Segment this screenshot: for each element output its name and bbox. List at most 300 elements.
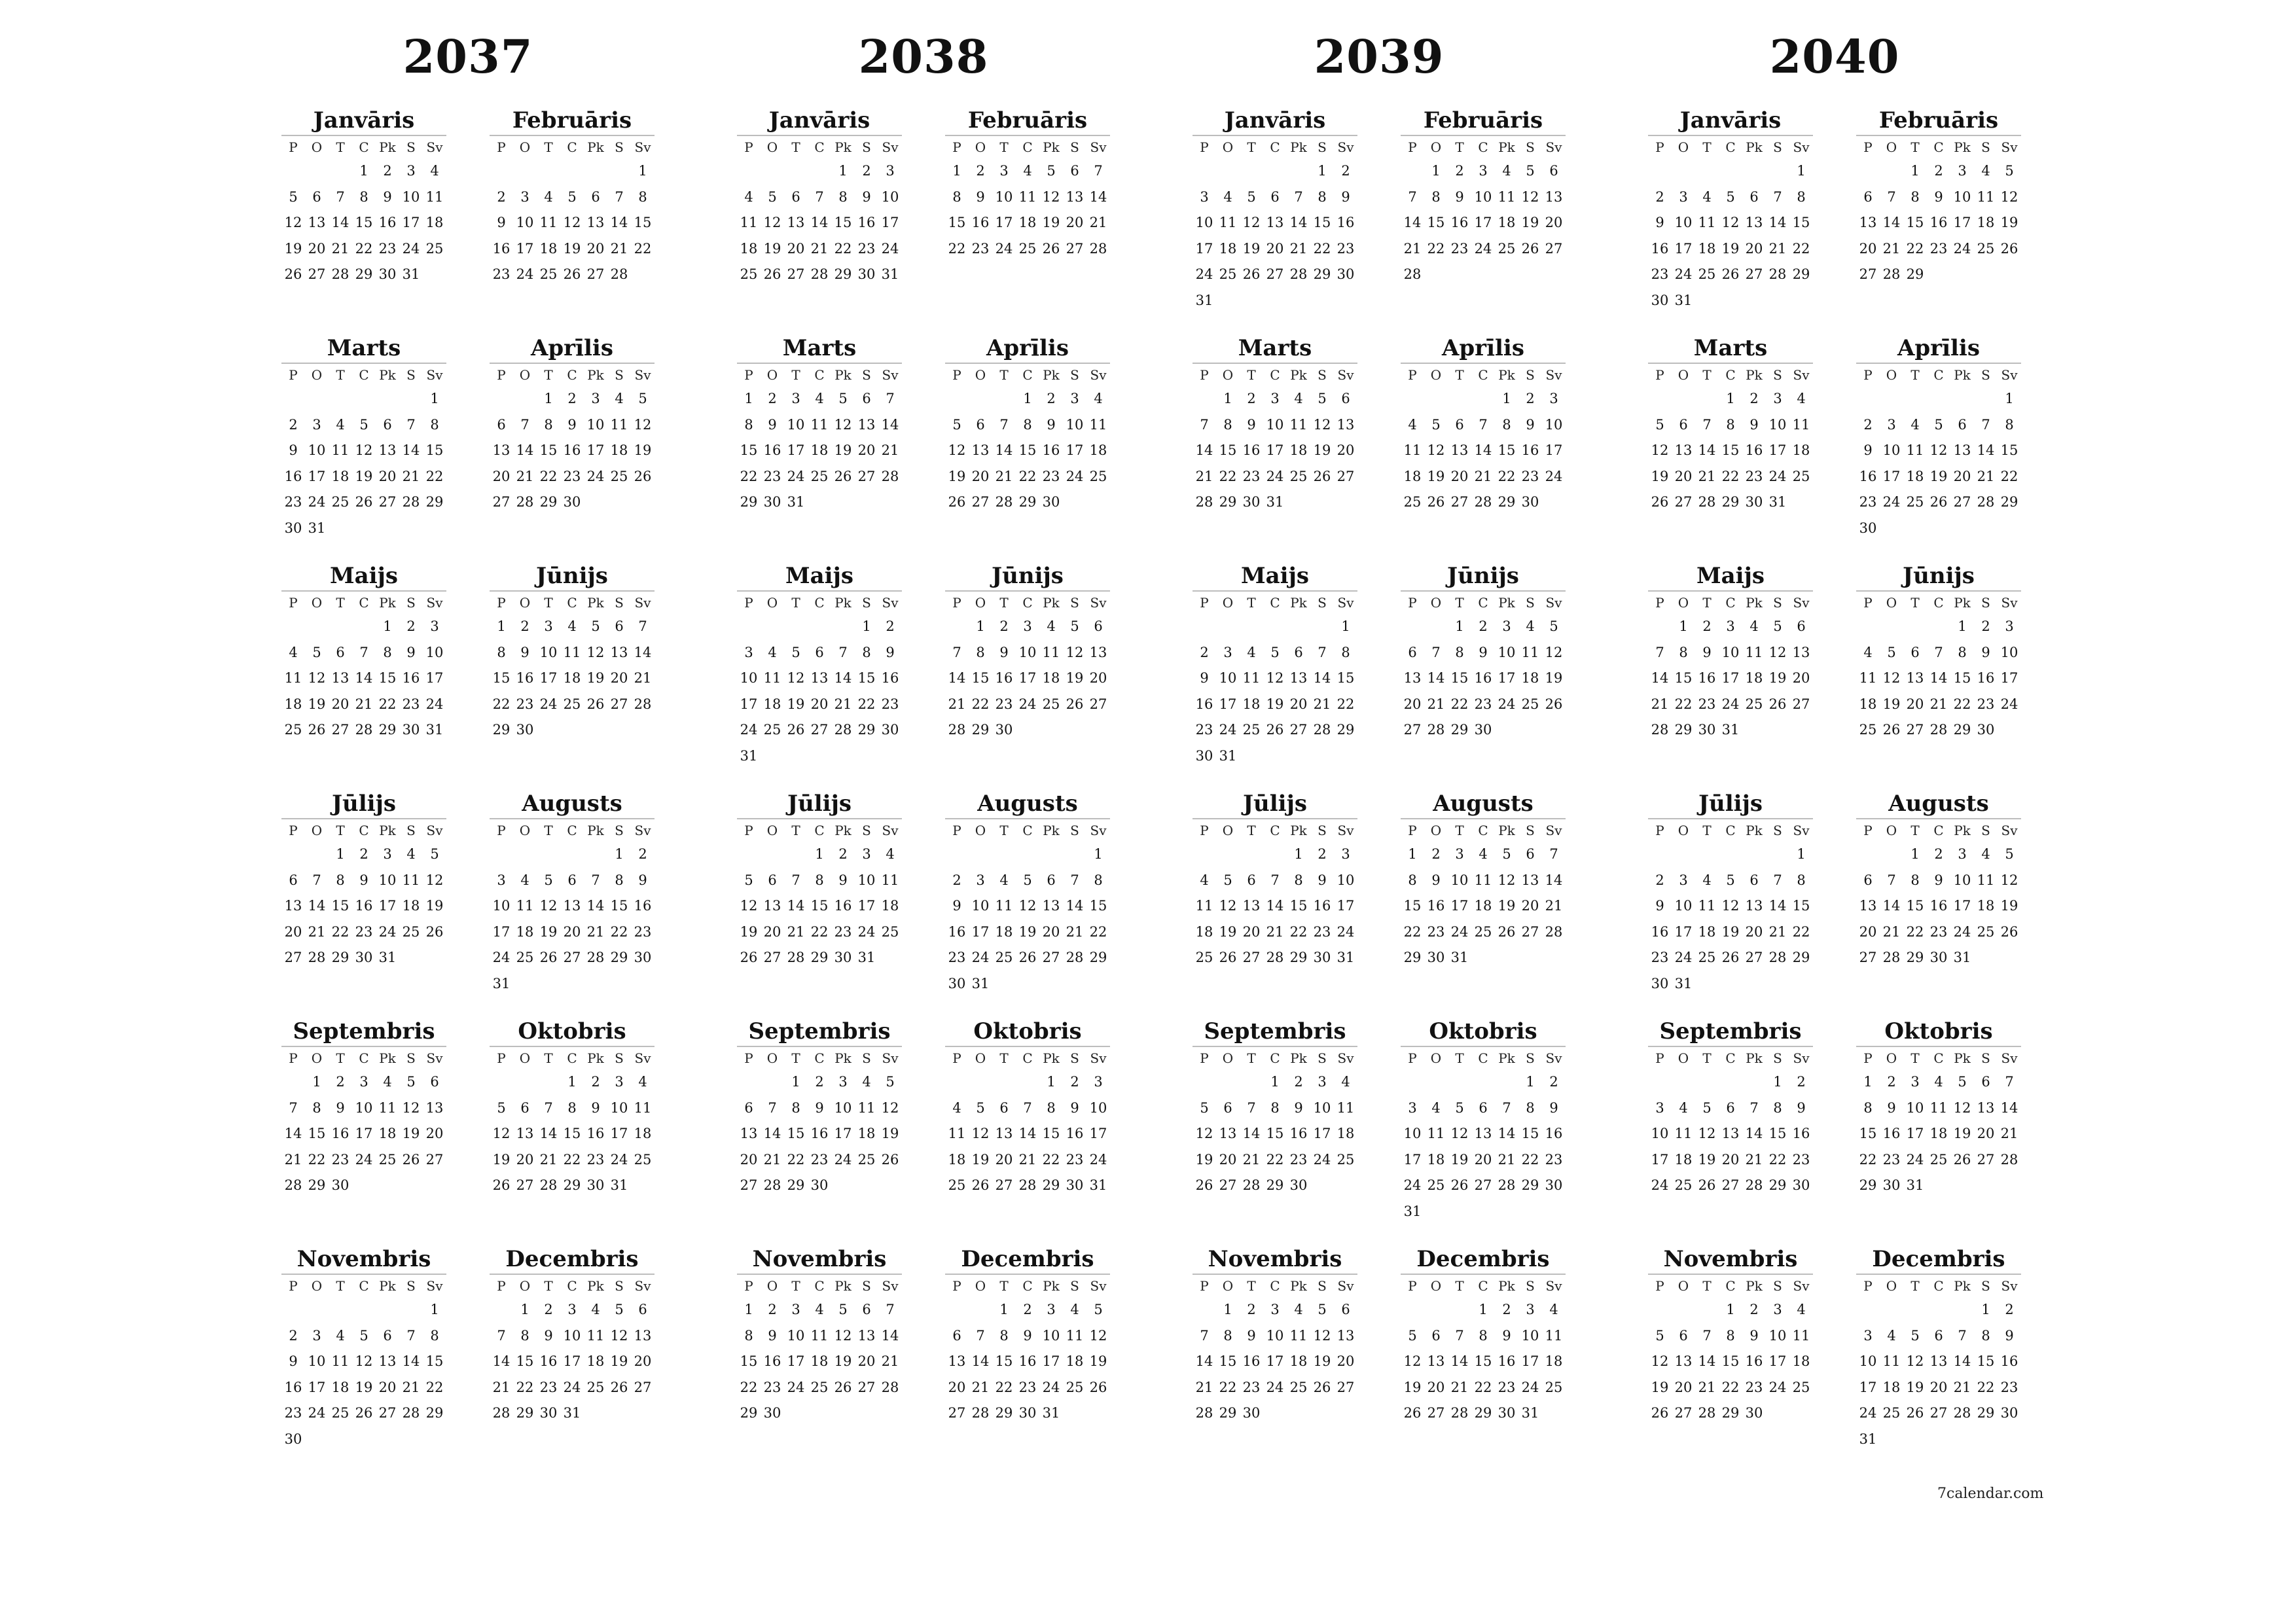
year-block [281, 27, 655, 1474]
day-cell: 13 [331, 670, 350, 686]
day-cell: 3 [1655, 1099, 1664, 1116]
day-cell: 18 [810, 442, 829, 458]
day-cell: 9 [1200, 670, 1209, 686]
day-cell: 1 [383, 618, 392, 634]
week-row [1193, 919, 1357, 946]
day-cell [1880, 614, 1903, 640]
day-cell: 20 [1474, 1151, 1492, 1168]
day-cell: 27 [1721, 1177, 1740, 1193]
day-cell: 26 [1427, 494, 1445, 510]
weekday-label: C [359, 823, 369, 838]
day-cell: 29 [539, 494, 558, 510]
day-cell: 16 [1427, 898, 1445, 914]
day-cell: 17 [308, 468, 326, 484]
day-cell: 31 [425, 722, 444, 738]
day-cell: 16 [948, 923, 966, 940]
month-name: Marts [1693, 335, 1768, 361]
weekday-label: S [1070, 367, 1079, 383]
day-cell: 27 [857, 468, 876, 484]
weekday-label: O [766, 595, 778, 611]
day-cell: 20 [1266, 240, 1284, 257]
day-cell [1086, 490, 1110, 516]
weekday-label: P [497, 1278, 506, 1294]
day-cell: 20 [1089, 670, 1107, 686]
day-cell [1424, 1069, 1448, 1096]
day-cell: 1 [999, 1302, 1009, 1317]
day-cell [1998, 516, 2021, 542]
day-cell: 18 [1042, 670, 1060, 686]
weekday-label: S [1526, 367, 1535, 383]
day-cell: 26 [610, 1379, 628, 1395]
day-cell: 11 [539, 215, 558, 230]
day-cell: 4 [336, 416, 345, 433]
day-cell: 7 [406, 416, 416, 433]
month-name: Decembris [961, 1246, 1094, 1272]
weekday-label: C [814, 139, 825, 155]
day-cell: 16 [1929, 898, 1948, 914]
day-cell [1903, 516, 1927, 542]
day-cell: 10 [1859, 1353, 1877, 1369]
day-cell [1334, 743, 1357, 770]
month-name: Augusts [1433, 791, 1534, 817]
day-cell: 10 [308, 442, 326, 458]
weekday-header [1648, 363, 1813, 386]
day-cell: 17 [857, 898, 876, 914]
day-cell: 2 [1247, 1302, 1256, 1317]
day-cell [329, 1427, 352, 1453]
day-cell [584, 1400, 607, 1427]
day-cell: 10 [1906, 1099, 1924, 1116]
week-row [490, 386, 655, 412]
day-cell: 16 [1929, 215, 1948, 230]
day-cell: 15 [1266, 1126, 1284, 1141]
day-cell: 14 [1242, 1126, 1261, 1141]
day-cell: 11 [1545, 1327, 1563, 1344]
day-cell: 17 [881, 215, 899, 230]
week-row [1193, 893, 1357, 919]
day-cell: 23 [2000, 1379, 2018, 1395]
weekday-header [1401, 135, 1566, 158]
day-cell: 2 [1200, 644, 1209, 660]
weekday-label: O [766, 367, 778, 383]
day-cell: 13 [1906, 670, 1924, 686]
day-cell: 20 [810, 696, 829, 712]
day-cell: 16 [1859, 468, 1877, 484]
day-cell: 15 [610, 898, 628, 914]
day-cell: 29 [1089, 950, 1107, 965]
month-block [1401, 563, 1566, 791]
day-cell: 19 [948, 468, 966, 484]
weekday-label: Pk [587, 139, 604, 155]
weekday-header [945, 818, 1110, 842]
year-block [737, 27, 1110, 1474]
week-row [945, 640, 1110, 666]
month-block [1856, 1246, 2021, 1474]
day-cell: 28 [516, 494, 534, 510]
day-cell: 19 [1882, 696, 1901, 712]
weekday-label: S [1773, 823, 1782, 838]
day-cell [1310, 490, 1334, 516]
weekday-label: S [1773, 139, 1782, 155]
weekday-label: P [289, 139, 298, 155]
day-cell: 4 [544, 188, 553, 205]
weekday-label: S [862, 595, 871, 611]
week-row [1193, 236, 1357, 262]
day-cell: 27 [492, 494, 511, 510]
day-cell: 24 [1674, 266, 1693, 282]
day-cell: 3 [1679, 188, 1688, 205]
day-cell: 29 [1792, 266, 1810, 282]
day-cell: 9 [886, 644, 895, 660]
day-cell: 3 [1094, 1074, 1103, 1090]
weekday-label: O [1677, 139, 1689, 155]
week-row [1193, 1069, 1357, 1096]
weekday-header [281, 590, 446, 614]
day-cell: 11 [284, 670, 302, 686]
day-cell: 5 [615, 1302, 624, 1317]
day-cell: 2 [1934, 163, 1943, 179]
month-name: Decembris [1416, 1246, 1550, 1272]
day-cell: 22 [2000, 468, 2018, 484]
day-cell: 6 [1341, 1302, 1350, 1317]
day-cell: 3 [1526, 1302, 1535, 1317]
day-cell: 17 [1403, 1151, 1422, 1168]
week-row [1648, 185, 1813, 211]
weekday-label: C [814, 1278, 825, 1294]
month-block [945, 335, 1110, 563]
day-cell: 21 [308, 923, 326, 940]
day-cell [607, 971, 631, 997]
week-row [1401, 640, 1566, 666]
day-cell [305, 614, 329, 640]
week-row [737, 158, 902, 185]
day-cell: 24 [1768, 468, 1787, 484]
day-cell [1334, 1173, 1357, 1199]
day-cell: 26 [948, 494, 966, 510]
day-cell [329, 614, 352, 640]
day-cell: 12 [1498, 872, 1516, 888]
week-row [1401, 1147, 1566, 1173]
year-title: 2037 [403, 29, 533, 84]
month-block [281, 791, 446, 1018]
weekday-label: C [567, 1278, 577, 1294]
day-cell: 8 [744, 1327, 753, 1344]
day-cell: 19 [1066, 670, 1084, 686]
week-row [945, 438, 1110, 464]
day-cell: 1 [791, 1074, 800, 1090]
day-cell [1672, 1297, 1695, 1323]
day-cell: 3 [1270, 1302, 1280, 1317]
weekday-label: C [567, 139, 577, 155]
day-cell: 8 [862, 644, 871, 660]
week-row [1648, 490, 1813, 516]
day-cell: 22 [1859, 1151, 1877, 1168]
day-cell: 27 [1674, 1405, 1693, 1421]
day-cell: 7 [952, 644, 961, 660]
day-cell: 27 [1906, 722, 1924, 738]
day-cell [1974, 945, 1998, 971]
day-cell: 6 [1223, 1099, 1232, 1116]
day-cell: 27 [787, 266, 805, 282]
day-cell: 14 [881, 416, 899, 433]
day-cell: 7 [886, 391, 895, 406]
day-cell: 12 [1089, 1327, 1107, 1344]
day-cell: 9 [976, 188, 985, 205]
day-cell [1950, 1427, 1974, 1453]
day-cell: 13 [1792, 644, 1810, 660]
day-cell: 25 [740, 266, 758, 282]
day-cell: 8 [999, 1327, 1009, 1344]
day-cell: 14 [995, 442, 1013, 458]
week-row [1856, 262, 2021, 288]
day-cell [945, 614, 969, 640]
day-cell [1063, 842, 1086, 868]
day-cell [1974, 516, 1998, 542]
day-cell: 21 [787, 923, 805, 940]
day-cell [490, 386, 513, 412]
day-cell: 27 [1266, 266, 1284, 282]
day-cell: 19 [1521, 215, 1539, 230]
day-cell: 14 [948, 670, 966, 686]
day-cell: 27 [763, 950, 781, 965]
weekday-label: S [1526, 1278, 1535, 1294]
week-row [1193, 614, 1357, 640]
day-cell: 25 [1792, 1379, 1810, 1395]
week-row [490, 1147, 655, 1173]
week-row [737, 1375, 902, 1401]
day-cell: 21 [948, 696, 966, 712]
day-cell: 28 [1195, 494, 1213, 510]
day-cell: 30 [1651, 292, 1669, 308]
day-cell: 5 [1887, 644, 1896, 660]
day-cell: 24 [1266, 1379, 1284, 1395]
weekday-label: T [336, 1050, 345, 1066]
day-cell: 14 [1313, 670, 1331, 686]
weekday-label: S [615, 1278, 624, 1294]
day-cell: 5 [1910, 1327, 1920, 1344]
day-cell: 25 [1792, 468, 1810, 484]
day-cell: 29 [1219, 1405, 1237, 1421]
day-cell: 8 [952, 188, 961, 205]
day-cell: 28 [634, 696, 652, 712]
week-row [1401, 1323, 1566, 1349]
week-row [1648, 288, 1813, 314]
day-cell: 1 [497, 618, 506, 634]
weekday-label: Sv [882, 1050, 899, 1066]
week-row [1401, 236, 1566, 262]
day-cell [399, 1427, 423, 1453]
day-cell: 8 [544, 416, 553, 433]
day-cell: 7 [791, 872, 800, 888]
day-cell: 17 [1042, 1353, 1060, 1369]
weekday-label: Sv [634, 1050, 651, 1066]
day-cell: 13 [1219, 1126, 1237, 1141]
week-row [490, 1400, 655, 1427]
day-cell: 15 [1792, 898, 1810, 914]
day-cell: 28 [1474, 494, 1492, 510]
day-cell: 12 [834, 416, 852, 433]
day-cell: 26 [355, 1405, 373, 1421]
day-cell [607, 158, 631, 185]
day-cell: 14 [1195, 442, 1213, 458]
day-cell: 28 [355, 722, 373, 738]
day-cell: 13 [586, 215, 605, 230]
day-cell: 24 [308, 1405, 326, 1421]
month-block [945, 791, 1110, 1018]
day-cell [1766, 288, 1789, 314]
weekday-label: T [1702, 823, 1712, 838]
day-cell: 4 [815, 1302, 824, 1317]
day-cell: 17 [586, 442, 605, 458]
day-cell: 22 [492, 696, 511, 712]
week-row [1856, 893, 2021, 919]
weekday-header [1401, 363, 1566, 386]
week-row [1401, 919, 1566, 946]
day-cell: 15 [1906, 215, 1924, 230]
day-cell: 16 [1651, 923, 1669, 940]
day-cell: 21 [1474, 468, 1492, 484]
day-cell: 22 [425, 468, 444, 484]
day-cell: 25 [948, 1177, 966, 1193]
day-cell: 28 [1018, 1177, 1037, 1193]
day-cell: 19 [834, 442, 852, 458]
day-cell: 21 [1929, 696, 1948, 712]
day-cell: 4 [886, 846, 895, 862]
day-cell: 14 [1018, 1126, 1037, 1141]
day-cell: 26 [971, 1177, 990, 1193]
weekday-label: S [1318, 367, 1327, 383]
day-cell: 21 [1498, 1151, 1516, 1168]
day-cell: 21 [1977, 468, 1995, 484]
day-cell: 10 [1721, 644, 1740, 660]
day-cell: 26 [1403, 1405, 1422, 1421]
day-cell [831, 490, 855, 516]
day-cell [808, 743, 831, 770]
day-cell: 3 [1726, 618, 1735, 634]
day-cell: 17 [995, 215, 1013, 230]
month-name: Aprīlis [986, 335, 1069, 361]
day-cell: 29 [1906, 266, 1924, 282]
day-cell: 18 [1474, 898, 1492, 914]
day-cell: 29 [1859, 1177, 1877, 1193]
weekday-label: S [1070, 139, 1079, 155]
week-row [281, 692, 446, 718]
day-cell: 19 [402, 1126, 420, 1141]
day-cell: 16 [1313, 898, 1331, 914]
day-cell: 8 [615, 872, 624, 888]
day-cell: 2 [1655, 188, 1664, 205]
weekday-label: O [311, 1050, 323, 1066]
day-cell: 4 [1797, 1302, 1806, 1317]
day-cell: 27 [1929, 1405, 1948, 1421]
day-cell [1695, 158, 1719, 185]
weekday-label: Pk [1290, 139, 1307, 155]
day-cell: 4 [591, 1302, 600, 1317]
week-row [1648, 464, 1813, 490]
day-cell [1240, 842, 1263, 868]
day-cell: 24 [881, 240, 899, 257]
day-cell [399, 1173, 423, 1199]
weekday-label: S [1981, 595, 1990, 611]
day-cell: 5 [1200, 1099, 1209, 1116]
weekday-label: C [1022, 823, 1033, 838]
weekday-header [490, 363, 655, 386]
week-row [1648, 210, 1813, 236]
day-cell: 12 [1066, 644, 1084, 660]
weekday-label: Sv [426, 367, 443, 383]
day-cell: 22 [1721, 1379, 1740, 1395]
day-cell: 3 [615, 1074, 624, 1090]
week-row [737, 464, 902, 490]
day-cell: 3 [1549, 391, 1558, 406]
day-cell: 10 [308, 1353, 326, 1369]
weekday-header [1856, 1046, 2021, 1069]
week-row [737, 412, 902, 438]
day-cell: 10 [1219, 670, 1237, 686]
day-cell: 13 [1474, 1126, 1492, 1141]
week-row [737, 262, 902, 288]
weekday-header [281, 363, 446, 386]
day-cell: 1 [1294, 846, 1303, 862]
day-cell: 4 [862, 1074, 871, 1090]
day-cell: 14 [1929, 670, 1948, 686]
weekday-header [1401, 590, 1566, 614]
day-cell: 21 [1195, 1379, 1213, 1395]
day-cell: 19 [971, 1151, 990, 1168]
weekday-label: O [1430, 1278, 1442, 1294]
day-cell: 27 [610, 696, 628, 712]
day-cell: 6 [1247, 872, 1256, 888]
day-cell: 28 [948, 722, 966, 738]
day-cell [1310, 743, 1334, 770]
day-cell [631, 490, 655, 516]
day-cell: 13 [857, 416, 876, 433]
day-cell: 20 [1859, 923, 1877, 940]
day-cell: 9 [1749, 1327, 1759, 1344]
day-cell [305, 842, 329, 868]
day-cell: 19 [1651, 1379, 1669, 1395]
day-cell: 14 [284, 1126, 302, 1141]
day-cell: 19 [425, 898, 444, 914]
day-cell: 31 [1721, 722, 1740, 738]
day-cell: 23 [634, 923, 652, 940]
week-row [490, 236, 655, 262]
day-cell: 3 [1679, 872, 1688, 888]
day-cell: 15 [1768, 1126, 1787, 1141]
day-cell [281, 386, 305, 412]
day-cell: 11 [1018, 188, 1037, 205]
day-cell: 1 [1047, 1074, 1056, 1090]
day-cell: 18 [1336, 1126, 1355, 1141]
week-row [1856, 1400, 2021, 1427]
day-cell: 24 [492, 950, 511, 965]
day-cell: 2 [591, 1074, 600, 1090]
day-cell: 24 [563, 1379, 581, 1395]
day-cell: 17 [1953, 215, 1971, 230]
weekday-header [1193, 590, 1357, 614]
week-row [490, 185, 655, 211]
day-cell: 1 [976, 618, 985, 634]
weekday-header [945, 1274, 1110, 1297]
day-cell: 13 [740, 1126, 758, 1141]
week-row [1856, 919, 2021, 946]
day-cell: 25 [1859, 722, 1877, 738]
day-cell: 14 [1474, 442, 1492, 458]
day-cell: 7 [497, 1327, 506, 1344]
day-cell [1448, 386, 1471, 412]
day-cell [1193, 1069, 1216, 1096]
day-cell: 4 [567, 618, 577, 634]
